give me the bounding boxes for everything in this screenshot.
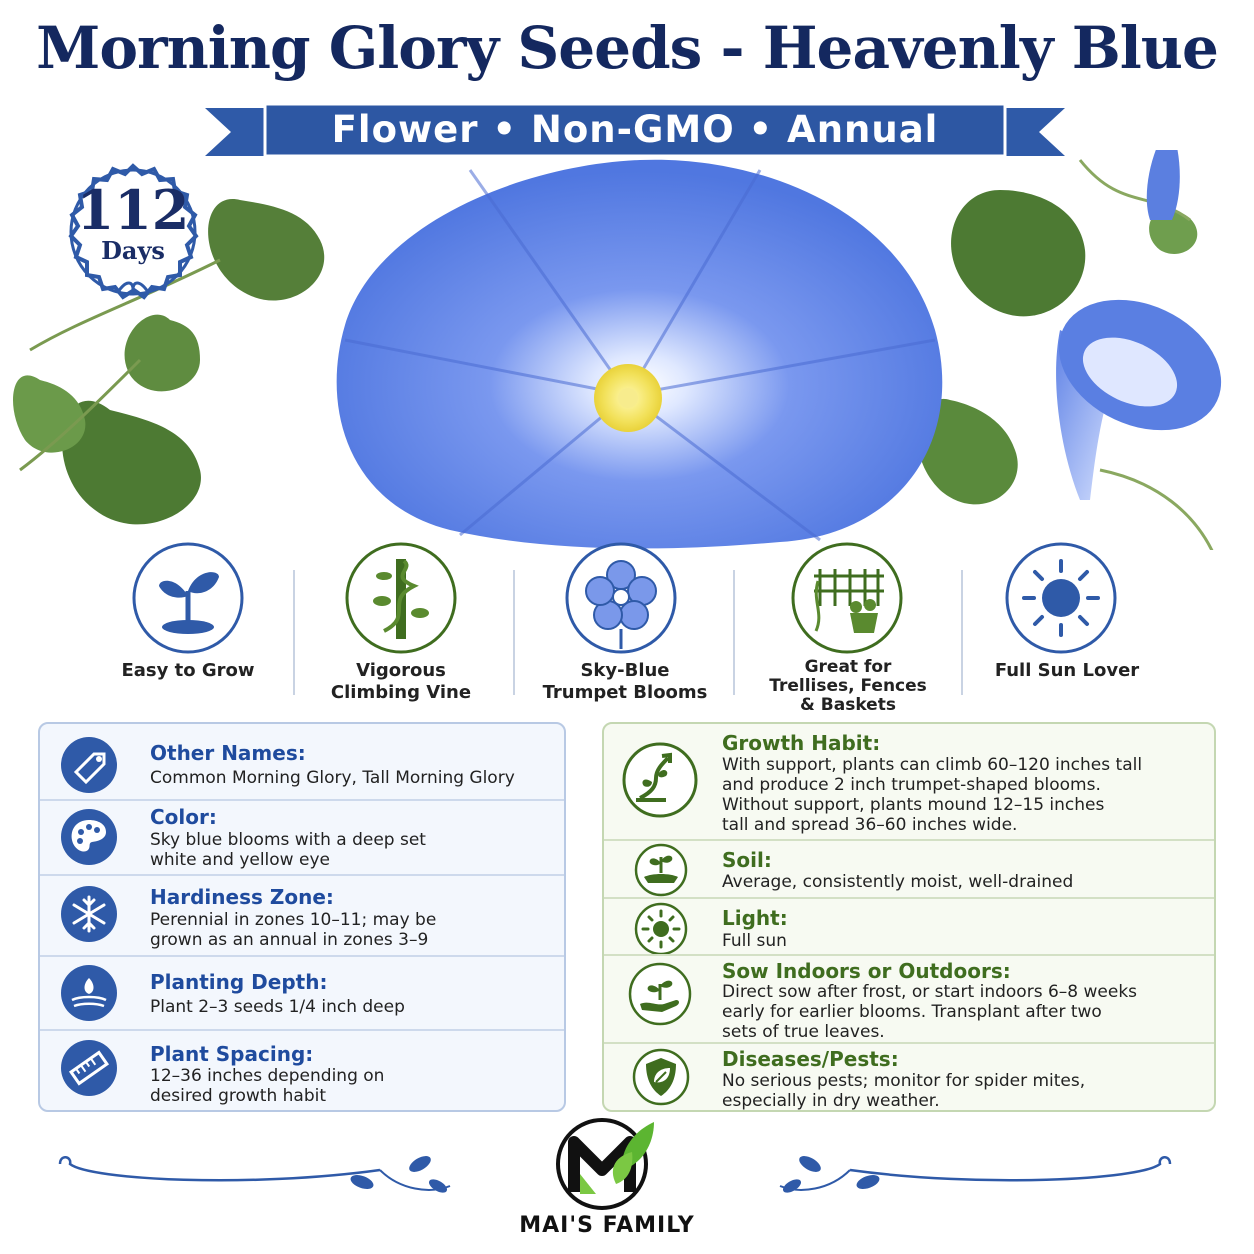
ruler-icon — [60, 1039, 118, 1097]
info-line: Without support, plants mound 12–15 inches — [722, 795, 1105, 815]
soil-icon — [634, 843, 688, 897]
growth-arrow-icon — [622, 742, 698, 818]
color-value — [150, 830, 426, 870]
sun-small-icon — [634, 902, 688, 956]
feature-label-line: Trellises, Fences — [769, 676, 927, 696]
plant-spacing-heading: Plant Spacing: — [150, 1042, 314, 1066]
brand-name: MAI'S FAMILY — [519, 1213, 695, 1238]
feature-label-line: & Baskets — [800, 695, 896, 715]
growth-habit-heading: Growth Habit: — [722, 731, 881, 755]
climbing-vine-icon — [344, 541, 458, 655]
color-heading: Color: — [150, 805, 217, 829]
info-line: Average, consistently moist, well-drained — [722, 872, 1074, 892]
snowflake-icon — [60, 885, 118, 943]
feature-label-trumpet-blooms — [515, 660, 735, 704]
info-line: 12–36 inches depending on — [150, 1066, 385, 1086]
feature-label-climbing-vine — [291, 660, 511, 704]
growing-info-panel — [602, 722, 1216, 1112]
info-line: Sky blue blooms with a deep set — [150, 830, 426, 850]
soil-value — [722, 872, 1073, 892]
diseases-value — [722, 1071, 1085, 1111]
sprout-icon — [131, 541, 245, 655]
info-line: Common Morning Glory, Tall Morning Glory — [150, 768, 515, 788]
feature-label-full-sun: Full Sun Lover — [994, 660, 1140, 681]
feature-label-line: Vigorous — [356, 660, 446, 681]
badge-unit: Days — [101, 236, 165, 265]
info-line: white and yellow eye — [150, 850, 330, 870]
soil-heading: Soil: — [722, 848, 772, 872]
info-line: Direct sow after frost, or start indoors 6–8 weeks — [722, 982, 1138, 1002]
hardiness-heading: Hardiness Zone: — [150, 885, 334, 909]
trellis-basket-icon — [790, 541, 904, 655]
info-line: With support, plants can climb 60–120 inches tall — [722, 755, 1143, 775]
hand-plant-icon — [628, 962, 692, 1026]
planting-depth-value — [150, 997, 405, 1017]
row-divider — [40, 799, 564, 801]
info-line: Full sun — [722, 931, 787, 951]
left-flourish — [50, 1150, 470, 1210]
row-divider — [604, 954, 1214, 956]
light-heading: Light: — [722, 906, 788, 930]
info-line: No serious pests; monitor for spider mites, — [722, 1071, 1086, 1091]
other-names-value — [150, 768, 515, 788]
info-line: early for earlier blooms. Transplant after two — [722, 1002, 1102, 1022]
feature-label-line: Great for — [804, 657, 892, 677]
seed-depth-icon — [60, 964, 118, 1022]
right-flourish — [760, 1150, 1180, 1210]
flower-icon — [564, 541, 678, 655]
info-line: Plant 2–3 seeds 1/4 inch deep — [150, 997, 405, 1017]
info-line: sets of true leaves. — [722, 1022, 885, 1042]
row-divider — [40, 1029, 564, 1031]
page-title: Morning Glory Seeds - Heavenly Blue — [36, 14, 1218, 82]
info-line: tall and spread 36–60 inches wide. — [722, 815, 1018, 835]
brand-logo — [550, 1112, 660, 1212]
light-value — [722, 931, 787, 951]
plant-spacing-value — [150, 1066, 384, 1106]
sow-value — [722, 982, 1137, 1042]
sow-heading: Sow Indoors or Outdoors: — [722, 959, 1011, 983]
ribbon-text: Flower • Non-GMO • Annual — [331, 108, 939, 151]
info-line: Perennial in zones 10–11; may be — [150, 910, 437, 930]
feature-label-easy-to-grow: Easy to Grow — [121, 660, 255, 681]
row-divider — [604, 897, 1214, 899]
badge-number: 112 — [76, 178, 190, 242]
feature-label-line: Sky-Blue — [580, 660, 670, 681]
feature-label-line: Climbing Vine — [330, 682, 472, 703]
feature-label-trellises — [738, 658, 958, 715]
palette-icon — [60, 808, 118, 866]
tag-icon — [60, 736, 118, 794]
info-line: especially in dry weather. — [722, 1091, 940, 1111]
info-line: desired growth habit — [150, 1086, 327, 1106]
info-line: and produce 2 inch trumpet-shaped blooms. — [722, 775, 1101, 795]
info-line: grown as an annual in zones 3–9 — [150, 930, 429, 950]
row-divider — [604, 839, 1214, 841]
plant-info-panel — [38, 722, 566, 1112]
row-divider — [604, 1042, 1214, 1044]
shield-leaf-icon — [632, 1048, 690, 1106]
row-divider — [40, 955, 564, 957]
growth-habit-value — [722, 755, 1142, 835]
diseases-heading: Diseases/Pests: — [722, 1047, 899, 1071]
other-names-heading: Other Names: — [150, 741, 306, 765]
hardiness-value — [150, 910, 436, 950]
planting-depth-heading: Planting Depth: — [150, 970, 328, 994]
sun-icon — [1004, 541, 1118, 655]
row-divider — [40, 874, 564, 876]
feature-label-line: Trumpet Blooms — [542, 682, 708, 703]
